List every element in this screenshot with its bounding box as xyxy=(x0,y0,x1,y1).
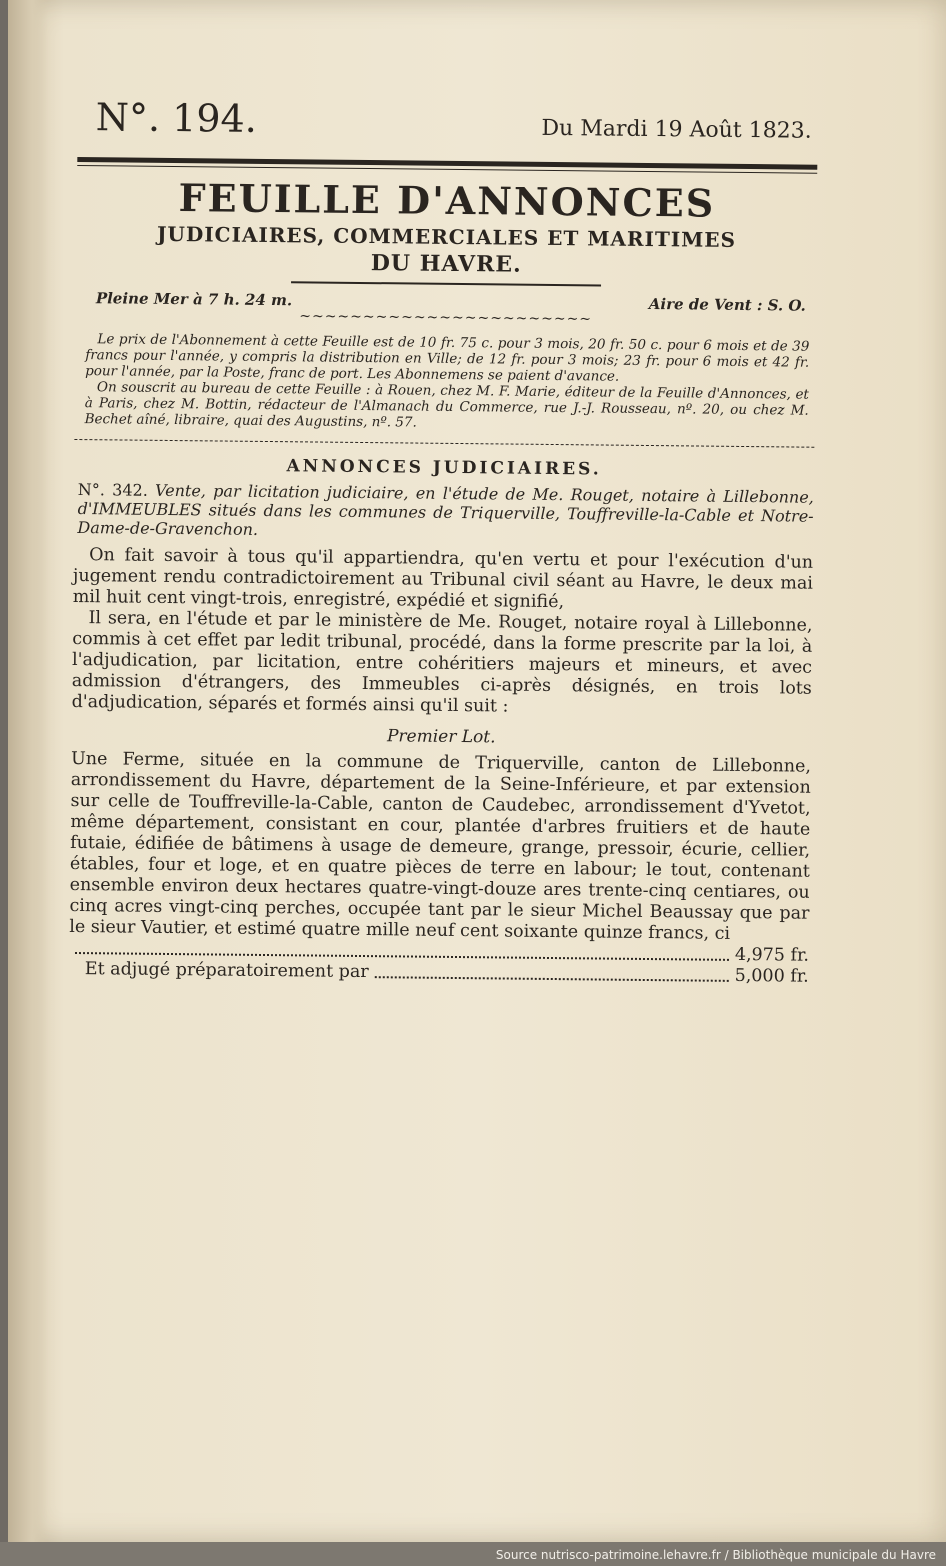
notice-number: N°. 342. xyxy=(77,480,148,500)
estimate-value: 4,975 fr. xyxy=(734,944,810,966)
lot-description: Une Ferme, située en la commune de Triquerville, canton de Lillebonne, arrondissement du Havre, département de la Seine-Inférieure, et par extension sur celle de Touffreville-la-Cable, canton de Caudebec, arrondissement d'Yvetot, même département, consistant en cour, plantée d'arbres fruitiers et de haute futaie, édifiée de bâtimens à usage de demeure, grange, pressoir, écurie, cellier, étables, four et loge, et en quatre pièces de terre en labour; le tout, contenant ensemble environ deux hectares quatre-vingt-douze ares trente-cinq centiares, ou cinq acres vingt-cinq perches, occupée tant par le sieur Michel Beaussay que par le sieur Vautier, et estimé quatre mille neuf cent soixante quinze francs, ci xyxy=(69,748,812,944)
subscription-notice xyxy=(75,331,816,435)
notice-body xyxy=(72,545,814,721)
notice-paragraph-1: On fait savoir à tous qu'il appartiendra, qu'en vertu et pour l'exécution d'un jugement rendu contradictoirement au Tribunal civil séant au Havre, le deux mai mil huit cent vingt-trois, enregistré, expédié et signifié, xyxy=(72,545,814,613)
section-divider xyxy=(74,439,814,448)
masthead-place: DU HAVRE. xyxy=(370,250,522,278)
adjudge-value: 5,000 fr. xyxy=(734,965,809,987)
lot-title: Premier Lot. xyxy=(386,726,496,748)
ornamental-flourish-icon: ~~~~~~~~~~~~~~~~~~~~~~~ xyxy=(299,308,593,328)
notice-heading-text: Vente, par licitation judiciaire, en l'étude de Me. Rouget, notaire à Lillebonne, d'IMMEUBLES situés dans les communes de Triquerville, Touffreville-la-Cable et Notre-Dame-de-Gravenchon. xyxy=(77,480,814,539)
issue-header xyxy=(77,95,818,163)
subscription-prices: Le prix de l'Abonnement à cette Feuille est de 10 fr. 75 c. pour 3 mois, 20 fr. 50 c. pour 6 mois et de 39 francs pour l'année, y compris la distribution en Ville; de 12 fr. pour 3 mois; 23 fr. pour 6 mois et 42 fr. pour l'année, par la Poste, franc de port. Les Abonnemens se paient d'avance. xyxy=(85,331,810,385)
issue-date: Du Mardi 19 Août 1823. xyxy=(541,115,812,144)
masthead xyxy=(76,174,817,289)
adjudge-label: Et adjugé préparatoirement par xyxy=(84,959,369,983)
masthead-title: FEUILLE D'ANNONCES xyxy=(178,175,716,226)
page-binding-shadow xyxy=(8,0,48,1542)
high-tide: Pleine Mer à 7 h. 24 m. xyxy=(95,289,293,310)
masthead-subtitle: JUDICIAIRES, COMMERCIALES ET MARITIMES xyxy=(156,221,737,252)
page-content xyxy=(69,95,818,988)
source-credit: Source nutrisco-patrimoine.lehavre.fr / Bibliothèque municipale du Havre xyxy=(495,1548,936,1562)
notice-paragraph-2: Il sera, en l'étude et par le ministère de Me. Rouget, notaire royal à Lillebonne, commis à cet effet par ledit tribunal, procédé, dans la forme prescrite par la loi, à l'adjudication, par licitation, entre cohéritiers majeurs et mineurs, et avec admission d'étrangers, des Immeubles ci-après désignés, en trois lots d'adjudication, séparés et formés ainsi qu'il suit : xyxy=(71,608,813,717)
masthead-rule xyxy=(291,281,601,286)
section-title: ANNONCES JUDICIAIRES. xyxy=(286,456,602,480)
subscription-offices: On souscrit au bureau de cette Feuille : à Rouen, chez M. F. Marie, éditeur de la Feuille d'Annonces, et à Paris, chez M. Bottin, rédacteur de l'Almanach du Commerce, rue J.-J. Rousseau, nº. 20, ou chez M. Bechet aîné, libraire, quai des Augustins, nº. 57. xyxy=(84,379,809,431)
adjudge-leader-dots xyxy=(375,962,729,982)
lot-body xyxy=(69,749,811,988)
issue-number: N°. 194. xyxy=(95,95,258,141)
notice-heading xyxy=(73,480,814,545)
newspaper-page xyxy=(8,0,946,1542)
wind-direction: Aire de Vent : S. O. xyxy=(648,294,806,315)
